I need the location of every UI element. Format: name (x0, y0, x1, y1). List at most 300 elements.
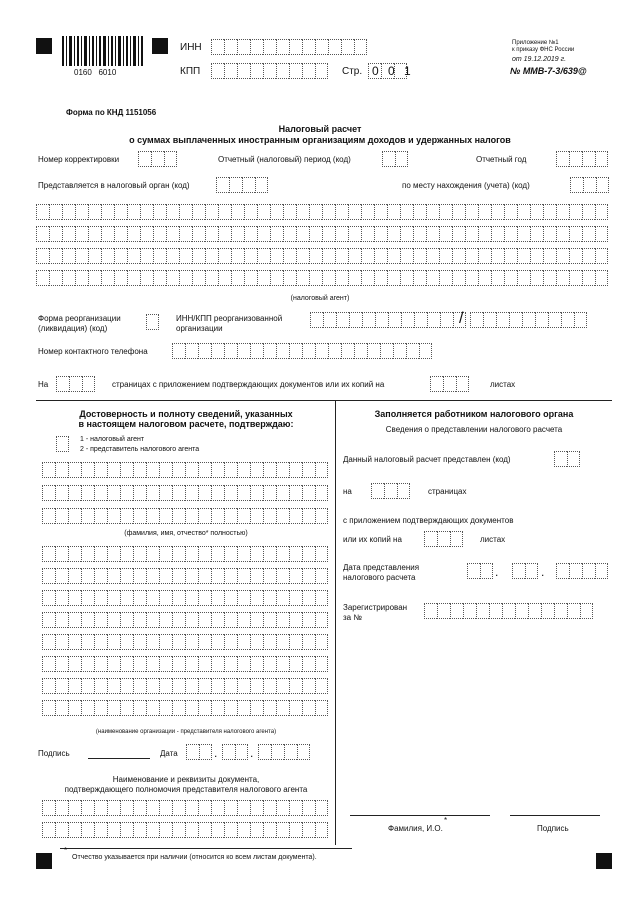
grid-cell[interactable] (62, 270, 75, 286)
grid-cell[interactable] (81, 700, 94, 716)
grid-cell[interactable] (276, 612, 289, 628)
grid-cell[interactable] (101, 248, 114, 264)
grid-cell[interactable] (192, 248, 205, 264)
grid-cell[interactable] (198, 462, 211, 478)
grid-cell[interactable] (146, 700, 159, 716)
correction-field[interactable] (138, 151, 177, 167)
grid-cell[interactable] (55, 612, 68, 628)
grid-cell[interactable] (211, 678, 224, 694)
grid-cell[interactable] (289, 656, 302, 672)
grid-cell[interactable] (101, 204, 114, 220)
grid-cell[interactable] (49, 204, 62, 220)
grid-cell[interactable] (55, 508, 68, 524)
grid-row[interactable] (42, 612, 328, 628)
grid-cell[interactable] (101, 270, 114, 286)
grid-cell[interactable] (276, 678, 289, 694)
reorg-form-field[interactable] (146, 314, 159, 330)
grid-cell[interactable] (302, 546, 315, 562)
grid-cell[interactable] (146, 612, 159, 628)
grid-cell[interactable] (159, 568, 172, 584)
grid-cell[interactable] (159, 508, 172, 524)
grid-cell[interactable] (263, 656, 276, 672)
sign-date-year[interactable] (258, 744, 310, 760)
grid-cell[interactable] (309, 270, 322, 286)
grid-cell[interactable] (133, 700, 146, 716)
grid-cell[interactable] (263, 678, 276, 694)
grid-cell[interactable] (68, 612, 81, 628)
grid-cell[interactable] (452, 226, 465, 242)
grid-cell[interactable] (218, 270, 231, 286)
grid-cell[interactable] (153, 204, 166, 220)
grid-cell[interactable] (133, 656, 146, 672)
grid-cell[interactable] (120, 822, 133, 838)
grid-cell[interactable] (302, 700, 315, 716)
grid-cell[interactable] (478, 204, 491, 220)
grid-cell[interactable] (250, 485, 263, 501)
grid-cell[interactable] (257, 204, 270, 220)
grid-cell[interactable] (270, 226, 283, 242)
grid-cell[interactable] (289, 485, 302, 501)
grid-cell[interactable] (302, 612, 315, 628)
grid-cell[interactable] (231, 204, 244, 220)
grid-cell[interactable] (263, 568, 276, 584)
grid-cell[interactable] (270, 204, 283, 220)
grid-cell[interactable] (120, 590, 133, 606)
grid-cell[interactable] (595, 270, 608, 286)
grid-cell[interactable] (569, 270, 582, 286)
grid-cell[interactable] (42, 612, 55, 628)
grid-cell[interactable] (146, 462, 159, 478)
grid-cell[interactable] (250, 462, 263, 478)
grid-cell[interactable] (49, 248, 62, 264)
grid-cell[interactable] (198, 485, 211, 501)
grid-row[interactable] (42, 678, 328, 694)
grid-cell[interactable] (361, 204, 374, 220)
grid-cell[interactable] (224, 590, 237, 606)
submit-date-month[interactable] (512, 563, 538, 579)
grid-cell[interactable] (530, 204, 543, 220)
grid-cell[interactable] (159, 656, 172, 672)
grid-cell[interactable] (504, 248, 517, 264)
grid-cell[interactable] (42, 656, 55, 672)
grid-cell[interactable] (289, 634, 302, 650)
grid-cell[interactable] (159, 612, 172, 628)
grid-cell[interactable] (491, 226, 504, 242)
right-pages-field[interactable] (371, 483, 410, 499)
grid-cell[interactable] (348, 204, 361, 220)
grid-row[interactable] (42, 546, 328, 562)
grid-cell[interactable] (426, 270, 439, 286)
grid-row[interactable] (36, 270, 608, 286)
grid-cell[interactable] (42, 700, 55, 716)
grid-cell[interactable] (198, 822, 211, 838)
grid-cell[interactable] (55, 590, 68, 606)
grid-cell[interactable] (140, 226, 153, 242)
grid-cell[interactable] (289, 546, 302, 562)
grid-cell[interactable] (205, 270, 218, 286)
grid-cell[interactable] (205, 204, 218, 220)
grid-cell[interactable] (315, 462, 328, 478)
grid-cell[interactable] (107, 656, 120, 672)
grid-cell[interactable] (413, 270, 426, 286)
grid-cell[interactable] (302, 485, 315, 501)
grid-cell[interactable] (94, 700, 107, 716)
grid-cell[interactable] (283, 248, 296, 264)
grid-cell[interactable] (270, 270, 283, 286)
grid-cell[interactable] (133, 546, 146, 562)
grid-cell[interactable] (302, 678, 315, 694)
grid-cell[interactable] (250, 546, 263, 562)
grid-row[interactable] (36, 248, 608, 264)
grid-cell[interactable] (244, 226, 257, 242)
grid-cell[interactable] (289, 822, 302, 838)
grid-cell[interactable] (159, 462, 172, 478)
grid-cell[interactable] (530, 248, 543, 264)
grid-cell[interactable] (68, 800, 81, 816)
grid-cell[interactable] (120, 678, 133, 694)
grid-cell[interactable] (517, 204, 530, 220)
grid-cell[interactable] (211, 800, 224, 816)
grid-cell[interactable] (517, 226, 530, 242)
grid-cell[interactable] (146, 678, 159, 694)
phone-field[interactable] (172, 343, 432, 359)
grid-cell[interactable] (302, 568, 315, 584)
grid-cell[interactable] (224, 678, 237, 694)
grid-cell[interactable] (211, 590, 224, 606)
grid-cell[interactable] (179, 248, 192, 264)
grid-cell[interactable] (387, 204, 400, 220)
grid-cell[interactable] (62, 226, 75, 242)
grid-cell[interactable] (250, 800, 263, 816)
grid-cell[interactable] (120, 700, 133, 716)
grid-cell[interactable] (146, 546, 159, 562)
grid-cell[interactable] (244, 204, 257, 220)
grid-cell[interactable] (127, 248, 140, 264)
grid-cell[interactable] (198, 656, 211, 672)
grid-cell[interactable] (237, 700, 250, 716)
grid-cell[interactable] (263, 822, 276, 838)
grid-cell[interactable] (276, 568, 289, 584)
grid-cell[interactable] (127, 204, 140, 220)
grid-cell[interactable] (185, 634, 198, 650)
grid-cell[interactable] (107, 485, 120, 501)
grid-cell[interactable] (224, 508, 237, 524)
grid-cell[interactable] (179, 226, 192, 242)
grid-cell[interactable] (322, 226, 335, 242)
grid-cell[interactable] (276, 634, 289, 650)
grid-cell[interactable] (315, 590, 328, 606)
grid-row[interactable] (42, 822, 328, 838)
grid-cell[interactable] (556, 248, 569, 264)
signer-type-field[interactable] (56, 436, 69, 452)
grid-cell[interactable] (179, 270, 192, 286)
grid-cell[interactable] (244, 248, 257, 264)
grid-cell[interactable] (159, 822, 172, 838)
grid-cell[interactable] (146, 634, 159, 650)
grid-cell[interactable] (250, 634, 263, 650)
grid-cell[interactable] (42, 546, 55, 562)
grid-row[interactable] (42, 656, 328, 672)
grid-cell[interactable] (81, 590, 94, 606)
grid-cell[interactable] (224, 822, 237, 838)
grid-cell[interactable] (42, 508, 55, 524)
grid-cell[interactable] (133, 568, 146, 584)
grid-cell[interactable] (569, 204, 582, 220)
grid-cell[interactable] (146, 800, 159, 816)
grid-cell[interactable] (543, 204, 556, 220)
grid-cell[interactable] (120, 508, 133, 524)
grid-cell[interactable] (211, 656, 224, 672)
grid-cell[interactable] (140, 270, 153, 286)
grid-cell[interactable] (146, 656, 159, 672)
grid-cell[interactable] (172, 822, 185, 838)
grid-cell[interactable] (185, 590, 198, 606)
grid-cell[interactable] (94, 612, 107, 628)
year-field[interactable] (556, 151, 608, 167)
grid-cell[interactable] (595, 204, 608, 220)
grid-cell[interactable] (107, 822, 120, 838)
grid-cell[interactable] (198, 568, 211, 584)
grid-cell[interactable] (289, 462, 302, 478)
grid-cell[interactable] (296, 204, 309, 220)
grid-cell[interactable] (166, 204, 179, 220)
grid-row[interactable] (42, 800, 328, 816)
grid-cell[interactable] (133, 678, 146, 694)
officer-fio-line[interactable] (350, 815, 490, 816)
grid-cell[interactable] (595, 226, 608, 242)
grid-cell[interactable] (133, 612, 146, 628)
grid-cell[interactable] (296, 248, 309, 264)
grid-cell[interactable] (276, 508, 289, 524)
grid-cell[interactable] (211, 462, 224, 478)
period-field[interactable] (382, 151, 408, 167)
grid-cell[interactable] (185, 508, 198, 524)
grid-cell[interactable] (302, 508, 315, 524)
grid-row[interactable] (42, 590, 328, 606)
grid-cell[interactable] (302, 462, 315, 478)
pages-count-field[interactable] (56, 376, 95, 392)
grid-cell[interactable] (42, 678, 55, 694)
grid-cell[interactable] (237, 462, 250, 478)
grid-row[interactable] (42, 700, 328, 716)
grid-cell[interactable] (211, 634, 224, 650)
grid-cell[interactable] (55, 822, 68, 838)
grid-cell[interactable] (465, 270, 478, 286)
grid-cell[interactable] (107, 590, 120, 606)
grid-cell[interactable] (55, 634, 68, 650)
grid-cell[interactable] (81, 634, 94, 650)
grid-cell[interactable] (81, 568, 94, 584)
grid-cell[interactable] (237, 822, 250, 838)
grid-cell[interactable] (172, 800, 185, 816)
grid-row[interactable] (36, 204, 608, 220)
grid-cell[interactable] (530, 270, 543, 286)
grid-cell[interactable] (211, 612, 224, 628)
grid-cell[interactable] (94, 656, 107, 672)
grid-cell[interactable] (120, 568, 133, 584)
grid-cell[interactable] (198, 612, 211, 628)
grid-cell[interactable] (569, 226, 582, 242)
grid-cell[interactable] (250, 678, 263, 694)
submit-date-year[interactable] (556, 563, 608, 579)
grid-cell[interactable] (42, 800, 55, 816)
grid-cell[interactable] (400, 204, 413, 220)
grid-cell[interactable] (94, 822, 107, 838)
grid-cell[interactable] (491, 248, 504, 264)
grid-cell[interactable] (68, 485, 81, 501)
grid-cell[interactable] (198, 590, 211, 606)
grid-cell[interactable] (211, 822, 224, 838)
grid-cell[interactable] (185, 546, 198, 562)
grid-cell[interactable] (426, 248, 439, 264)
grid-cell[interactable] (315, 508, 328, 524)
grid-cell[interactable] (55, 485, 68, 501)
grid-cell[interactable] (478, 248, 491, 264)
officer-signature-line[interactable] (510, 815, 600, 816)
grid-row[interactable] (42, 568, 328, 584)
grid-cell[interactable] (224, 612, 237, 628)
grid-cell[interactable] (185, 568, 198, 584)
grid-cell[interactable] (335, 226, 348, 242)
grid-cell[interactable] (146, 508, 159, 524)
grid-cell[interactable] (263, 485, 276, 501)
signature-line[interactable] (88, 758, 150, 759)
grid-cell[interactable] (224, 634, 237, 650)
grid-cell[interactable] (315, 546, 328, 562)
grid-cell[interactable] (75, 204, 88, 220)
grid-cell[interactable] (159, 678, 172, 694)
grid-cell[interactable] (595, 248, 608, 264)
grid-cell[interactable] (192, 270, 205, 286)
grid-cell[interactable] (348, 248, 361, 264)
grid-cell[interactable] (166, 226, 179, 242)
grid-cell[interactable] (315, 800, 328, 816)
grid-cell[interactable] (413, 248, 426, 264)
grid-cell[interactable] (289, 678, 302, 694)
grid-cell[interactable] (172, 612, 185, 628)
grid-cell[interactable] (68, 546, 81, 562)
grid-cell[interactable] (348, 270, 361, 286)
grid-cell[interactable] (322, 204, 335, 220)
grid-cell[interactable] (36, 226, 49, 242)
grid-cell[interactable] (120, 462, 133, 478)
grid-cell[interactable] (62, 248, 75, 264)
grid-cell[interactable] (289, 590, 302, 606)
grid-cell[interactable] (107, 568, 120, 584)
grid-cell[interactable] (42, 634, 55, 650)
reorg-inn-field[interactable] (310, 312, 466, 328)
grid-cell[interactable] (55, 700, 68, 716)
grid-cell[interactable] (159, 634, 172, 650)
grid-cell[interactable] (185, 612, 198, 628)
grid-cell[interactable] (569, 248, 582, 264)
grid-cell[interactable] (491, 270, 504, 286)
grid-cell[interactable] (185, 656, 198, 672)
grid-cell[interactable] (198, 678, 211, 694)
grid-cell[interactable] (250, 568, 263, 584)
grid-cell[interactable] (62, 204, 75, 220)
grid-cell[interactable] (205, 248, 218, 264)
grid-cell[interactable] (42, 568, 55, 584)
grid-cell[interactable] (81, 546, 94, 562)
right-sheets-field[interactable] (424, 531, 463, 547)
grid-cell[interactable] (374, 204, 387, 220)
grid-cell[interactable] (114, 270, 127, 286)
grid-cell[interactable] (55, 546, 68, 562)
grid-cell[interactable] (244, 270, 257, 286)
grid-cell[interactable] (231, 270, 244, 286)
grid-cell[interactable] (107, 546, 120, 562)
grid-cell[interactable] (387, 270, 400, 286)
grid-cell[interactable] (582, 270, 595, 286)
grid-cell[interactable] (211, 485, 224, 501)
grid-cell[interactable] (172, 462, 185, 478)
grid-cell[interactable] (172, 590, 185, 606)
grid-cell[interactable] (198, 508, 211, 524)
grid-cell[interactable] (302, 656, 315, 672)
grid-cell[interactable] (120, 800, 133, 816)
grid-cell[interactable] (582, 204, 595, 220)
grid-cell[interactable] (517, 248, 530, 264)
grid-cell[interactable] (159, 800, 172, 816)
grid-cell[interactable] (504, 270, 517, 286)
grid-cell[interactable] (94, 800, 107, 816)
grid-cell[interactable] (172, 485, 185, 501)
kpp-field[interactable] (211, 63, 328, 79)
grid-cell[interactable] (55, 656, 68, 672)
grid-cell[interactable] (348, 226, 361, 242)
grid-cell[interactable] (120, 546, 133, 562)
grid-cell[interactable] (374, 248, 387, 264)
grid-cell[interactable] (185, 678, 198, 694)
grid-cell[interactable] (159, 485, 172, 501)
grid-cell[interactable] (146, 568, 159, 584)
grid-cell[interactable] (335, 204, 348, 220)
grid-cell[interactable] (81, 656, 94, 672)
grid-cell[interactable] (543, 226, 556, 242)
grid-cell[interactable] (237, 568, 250, 584)
grid-cell[interactable] (75, 248, 88, 264)
grid-cell[interactable] (315, 612, 328, 628)
grid-cell[interactable] (276, 800, 289, 816)
grid-cell[interactable] (94, 634, 107, 650)
grid-cell[interactable] (36, 248, 49, 264)
grid-cell[interactable] (81, 485, 94, 501)
grid-cell[interactable] (582, 248, 595, 264)
grid-cell[interactable] (107, 508, 120, 524)
grid-cell[interactable] (140, 248, 153, 264)
grid-cell[interactable] (172, 568, 185, 584)
grid-cell[interactable] (172, 700, 185, 716)
grid-cell[interactable] (283, 270, 296, 286)
tax-authority-field[interactable] (216, 177, 268, 193)
grid-cell[interactable] (218, 226, 231, 242)
grid-cell[interactable] (257, 270, 270, 286)
grid-cell[interactable] (172, 656, 185, 672)
grid-cell[interactable] (81, 678, 94, 694)
grid-cell[interactable] (276, 546, 289, 562)
grid-cell[interactable] (556, 270, 569, 286)
grid-cell[interactable] (237, 485, 250, 501)
grid-cell[interactable] (192, 226, 205, 242)
grid-cell[interactable] (315, 634, 328, 650)
grid-cell[interactable] (250, 612, 263, 628)
grid-cell[interactable] (237, 634, 250, 650)
grid-cell[interactable] (133, 485, 146, 501)
grid-cell[interactable] (283, 226, 296, 242)
grid-cell[interactable] (94, 485, 107, 501)
grid-cell[interactable] (94, 568, 107, 584)
